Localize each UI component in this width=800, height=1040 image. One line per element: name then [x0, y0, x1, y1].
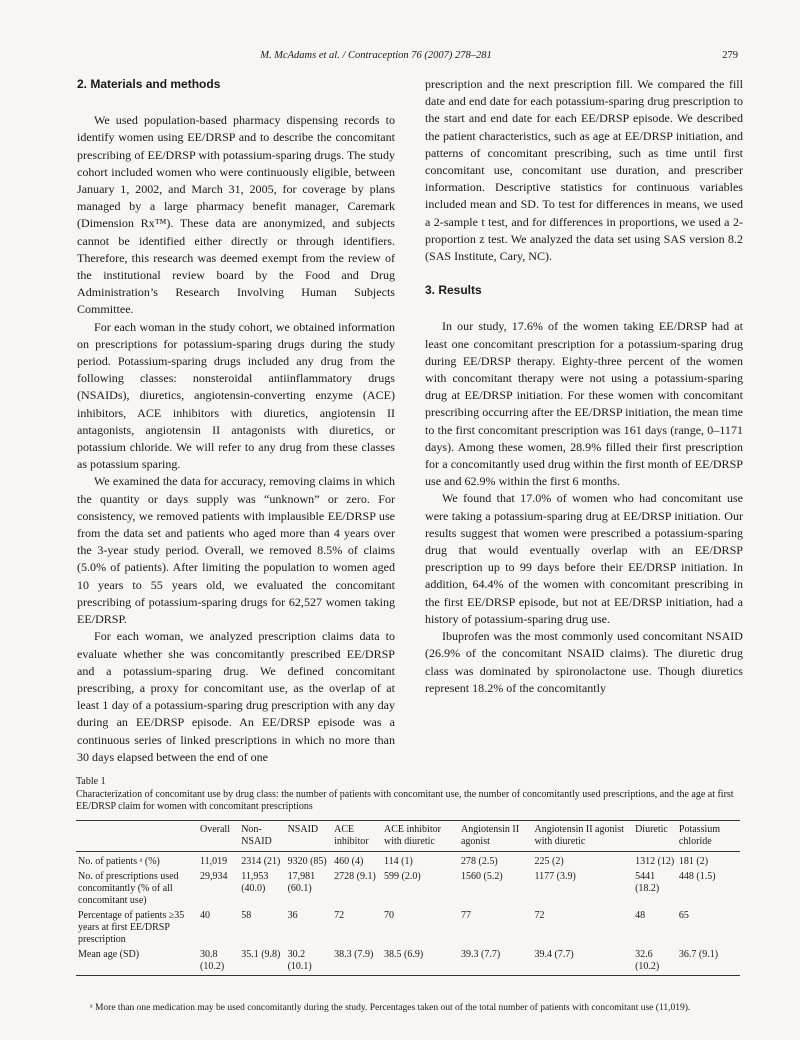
right-column: [425, 76, 743, 697]
methods-continuation: prescription and the next prescription fill. We compared the fill date and end date for each potassium-sparing drug prescription to the start and end date for each EE/DRSP episode. We described the patient characteristics, such as age at EE/DRSP initiation, and patterns of concomitant prescribing, such as time until first concomitant use, concomitant use duration, and prescriber information. Descriptive statistics for continuous variables included mean and SD. To test for differences in means, we used a 2-sample t test, and for differences in proportions, we used a 2-proportion z test. We analyzed the data set using SAS version 8.2 (SAS Institute, Cary, NC).: [425, 77, 743, 264]
running-header: [76, 50, 738, 66]
table-cell: 35.1 (9.8): [241, 948, 281, 960]
table-cell: 58: [241, 909, 252, 921]
table-caption: Characterization of concomitant use by drug class: the number of patients with concomitant use, the number of concomitantly used prescriptions, and the age at first EE/DRSP claim for women with concomitant prescriptions: [76, 788, 734, 813]
table-row: [76, 948, 740, 976]
table-cell: 40: [200, 909, 210, 921]
table-cell: 65: [678, 909, 689, 921]
table-cell: 599 (2.0): [384, 870, 421, 882]
table-cell: 77: [460, 909, 471, 921]
table-header-row: [76, 820, 740, 851]
row-label: Mean age (SD): [78, 948, 140, 960]
table-cell: 448 (1.5): [678, 870, 716, 882]
table-label: Table 1: [76, 776, 106, 787]
table-cell: 225 (2): [534, 855, 564, 867]
column-header: ACE inhibitor with diuretic: [382, 820, 459, 851]
table-cell: 72: [534, 909, 545, 921]
row-label: No. of prescriptions used concomitantly (% of all concomitant use): [78, 870, 179, 906]
methods-paragraph: We used population-based pharmacy dispensing records to identify women using EE/DRSP and to describe the concomitant prescribing of EE/DRSP with potassium-sparing drugs. The study cohort included women who were continuously eligible, between January 1, 2002, and March 31, 2005, for coverage by plans managed by a large pharmacy benefit manager, Caremark (Dimension Rx™). These data are anonymized, and subjects cannot be identified either directly or through identifiers. Therefore, this research was deemed exempt from the review of the institutional review board by the Food and Drug Administration’s Research Involving Human Subjects Committee.: [77, 113, 395, 317]
table-cell: 11,953 (40.0): [241, 870, 269, 894]
column-header: Angiotensin II agonist with diuretic: [532, 820, 633, 851]
table-cell: 2314 (21): [241, 855, 281, 867]
table-cell: 1177 (3.9): [534, 870, 576, 882]
column-header: NSAID: [286, 820, 333, 851]
table-footnote: ᵃ More than one medication may be used concomitantly during the study. Percentages taken out of the total number of patients with concomitant use (11,019).: [90, 1003, 691, 1013]
table-cell: 30.2 (10.1): [287, 948, 312, 972]
table-cell: 48: [635, 909, 646, 921]
table-cell: 114 (1): [384, 855, 413, 867]
table-row: [76, 909, 740, 948]
table-cell: 32.6 (10.2): [635, 948, 660, 972]
journal-citation: M. McAdams et al. / Contraception 76 (2007) 278–281: [260, 50, 492, 61]
table-cell: 38.5 (6.9): [384, 948, 424, 960]
table-cell: 460 (4): [334, 855, 364, 867]
section-title-results: 3. Results: [425, 283, 482, 298]
methods-paragraph: We examined the data for accuracy, removing claims in which the quantity or days supply was “unknown” or zero. For consistency, we removed patients with implausible EE/DRSP use from the data set and patients who aged more than 4 years over the 3-year study period. Overall, we removed 8.5% of claims (5.0% of patients). After limiting the population to women aged 10 years to 55 years old, we evaluated the concomitant prescribing of potassium-sparing drugs for 62,527 women taking EE/DRSP.: [77, 474, 395, 627]
section-title-methods: 2. Materials and methods: [77, 77, 221, 91]
table-row: [76, 870, 740, 909]
left-column: [77, 76, 395, 766]
table-cell: 2728 (9.1): [334, 870, 376, 882]
row-label: Percentage of patients ≥35 years at first EE/DRSP prescription: [78, 909, 185, 945]
table-cell: 72: [334, 909, 345, 921]
table-cell: 39.3 (7.7): [460, 948, 501, 960]
table-cell: 38.3 (7.9): [334, 948, 374, 960]
table-row: [76, 851, 740, 870]
table-cell: 39.4 (7.7): [534, 948, 574, 960]
table-cell: 30.8 (10.2): [200, 948, 225, 972]
column-header: Potassium chloride: [677, 820, 740, 851]
methods-paragraph: For each woman, we analyzed prescription claims data to evaluate whether she was concomitantly prescribed EE/DRSP and a potassium-sparing drug. We defined concomitant prescribing, a proxy for concomitant use, as the overlap of at least 1 day of a potassium-sparing drug prescription with any day during an EE/DRSP episode. An EE/DRSP episode was a continuous series of linked prescriptions in which no more than 30 days elapsed between the end of one: [77, 629, 395, 764]
table-cell: 29,934: [200, 870, 228, 882]
table-cell: 5441 (18.2): [635, 870, 660, 894]
table-cell: 17,981 (60.1): [287, 870, 316, 894]
table-cell: 36: [287, 909, 298, 921]
column-header: ACE inhibitor: [332, 820, 382, 851]
results-paragraph: Ibuprofen was the most commonly used concomitant NSAID (26.9% of the concomitant NSAID claims). The diuretic drug class was dominated by spironolactone use. Though diuretics represent 18.2% of the concomitantly: [425, 629, 743, 695]
column-header: Diuretic: [633, 820, 677, 851]
table-cell: 36.7 (9.1): [678, 948, 719, 960]
page-number: 279: [722, 50, 738, 61]
methods-paragraph: For each woman in the study cohort, we obtained information on prescriptions for potassium-sparing drugs during the study period. Potassium-sparing drugs included any drug from the following classes: nonsteroidal antiinflammatory drugs (NSAIDs), diuretics, angiotensin-converting enzyme (ACE) inhibitors, ACE inhibitors with diuretics, angiotensin II antagonists, angiotensin II antagonists with diuretics, or potassium chloride. We will refer to any drug from these classes as potassium sparing.: [77, 319, 395, 472]
column-header: Non-NSAID: [239, 820, 285, 851]
column-header: [76, 820, 198, 851]
row-label: No. of patients ᵃ (%): [78, 855, 160, 867]
table-cell: 70: [384, 909, 394, 921]
table-cell: 9320 (85): [287, 855, 327, 867]
table-cell: 1312 (12): [635, 855, 675, 867]
results-paragraph: In our study, 17.6% of the women taking EE/DRSP had at least one concomitant prescription for a potassium-sparing drug during EE/DRSP therapy. Eighty-three percent of the women with concomitant therapy were not using a potassium-sparing drug at EE/DRSP initiation. For these women with concomitant prescribing occurring after the EE/DRSP initiation, the mean time to the first concomitant prescription was 161 days (range, 0–1171 days). Among these women, 28.9% filled their first prescription for a concomitantly used drug within the first month of EE/DRSP use and 62.9% within the first 6 months.: [425, 319, 743, 489]
table-cell: 1560 (5.2): [460, 870, 503, 882]
results-paragraph: We found that 17.0% of women who had concomitant use were taking a potassium-sparing drug at EE/DRSP initiation. Our results suggest that women were prescribed a potassium-sparing drug that would eventually overlap with an EE/DRSP prescription up to 99 days before their EE/DRSP initiation. In addition, 64.4% of the women with concomitant prescribing in the first EE/DRSP episode, but not at EE/DRSP initiation, had a history of potassium-sparing drug use.: [425, 491, 743, 626]
table-1: [76, 776, 746, 976]
data-table: [76, 820, 740, 976]
column-header: Overall: [198, 820, 239, 851]
table-cell: 181 (2): [678, 855, 709, 867]
table-cell: 278 (2.5): [460, 855, 498, 867]
column-header: Angiotensin II agonist: [459, 820, 533, 851]
table-cell: 11,019: [200, 855, 228, 867]
